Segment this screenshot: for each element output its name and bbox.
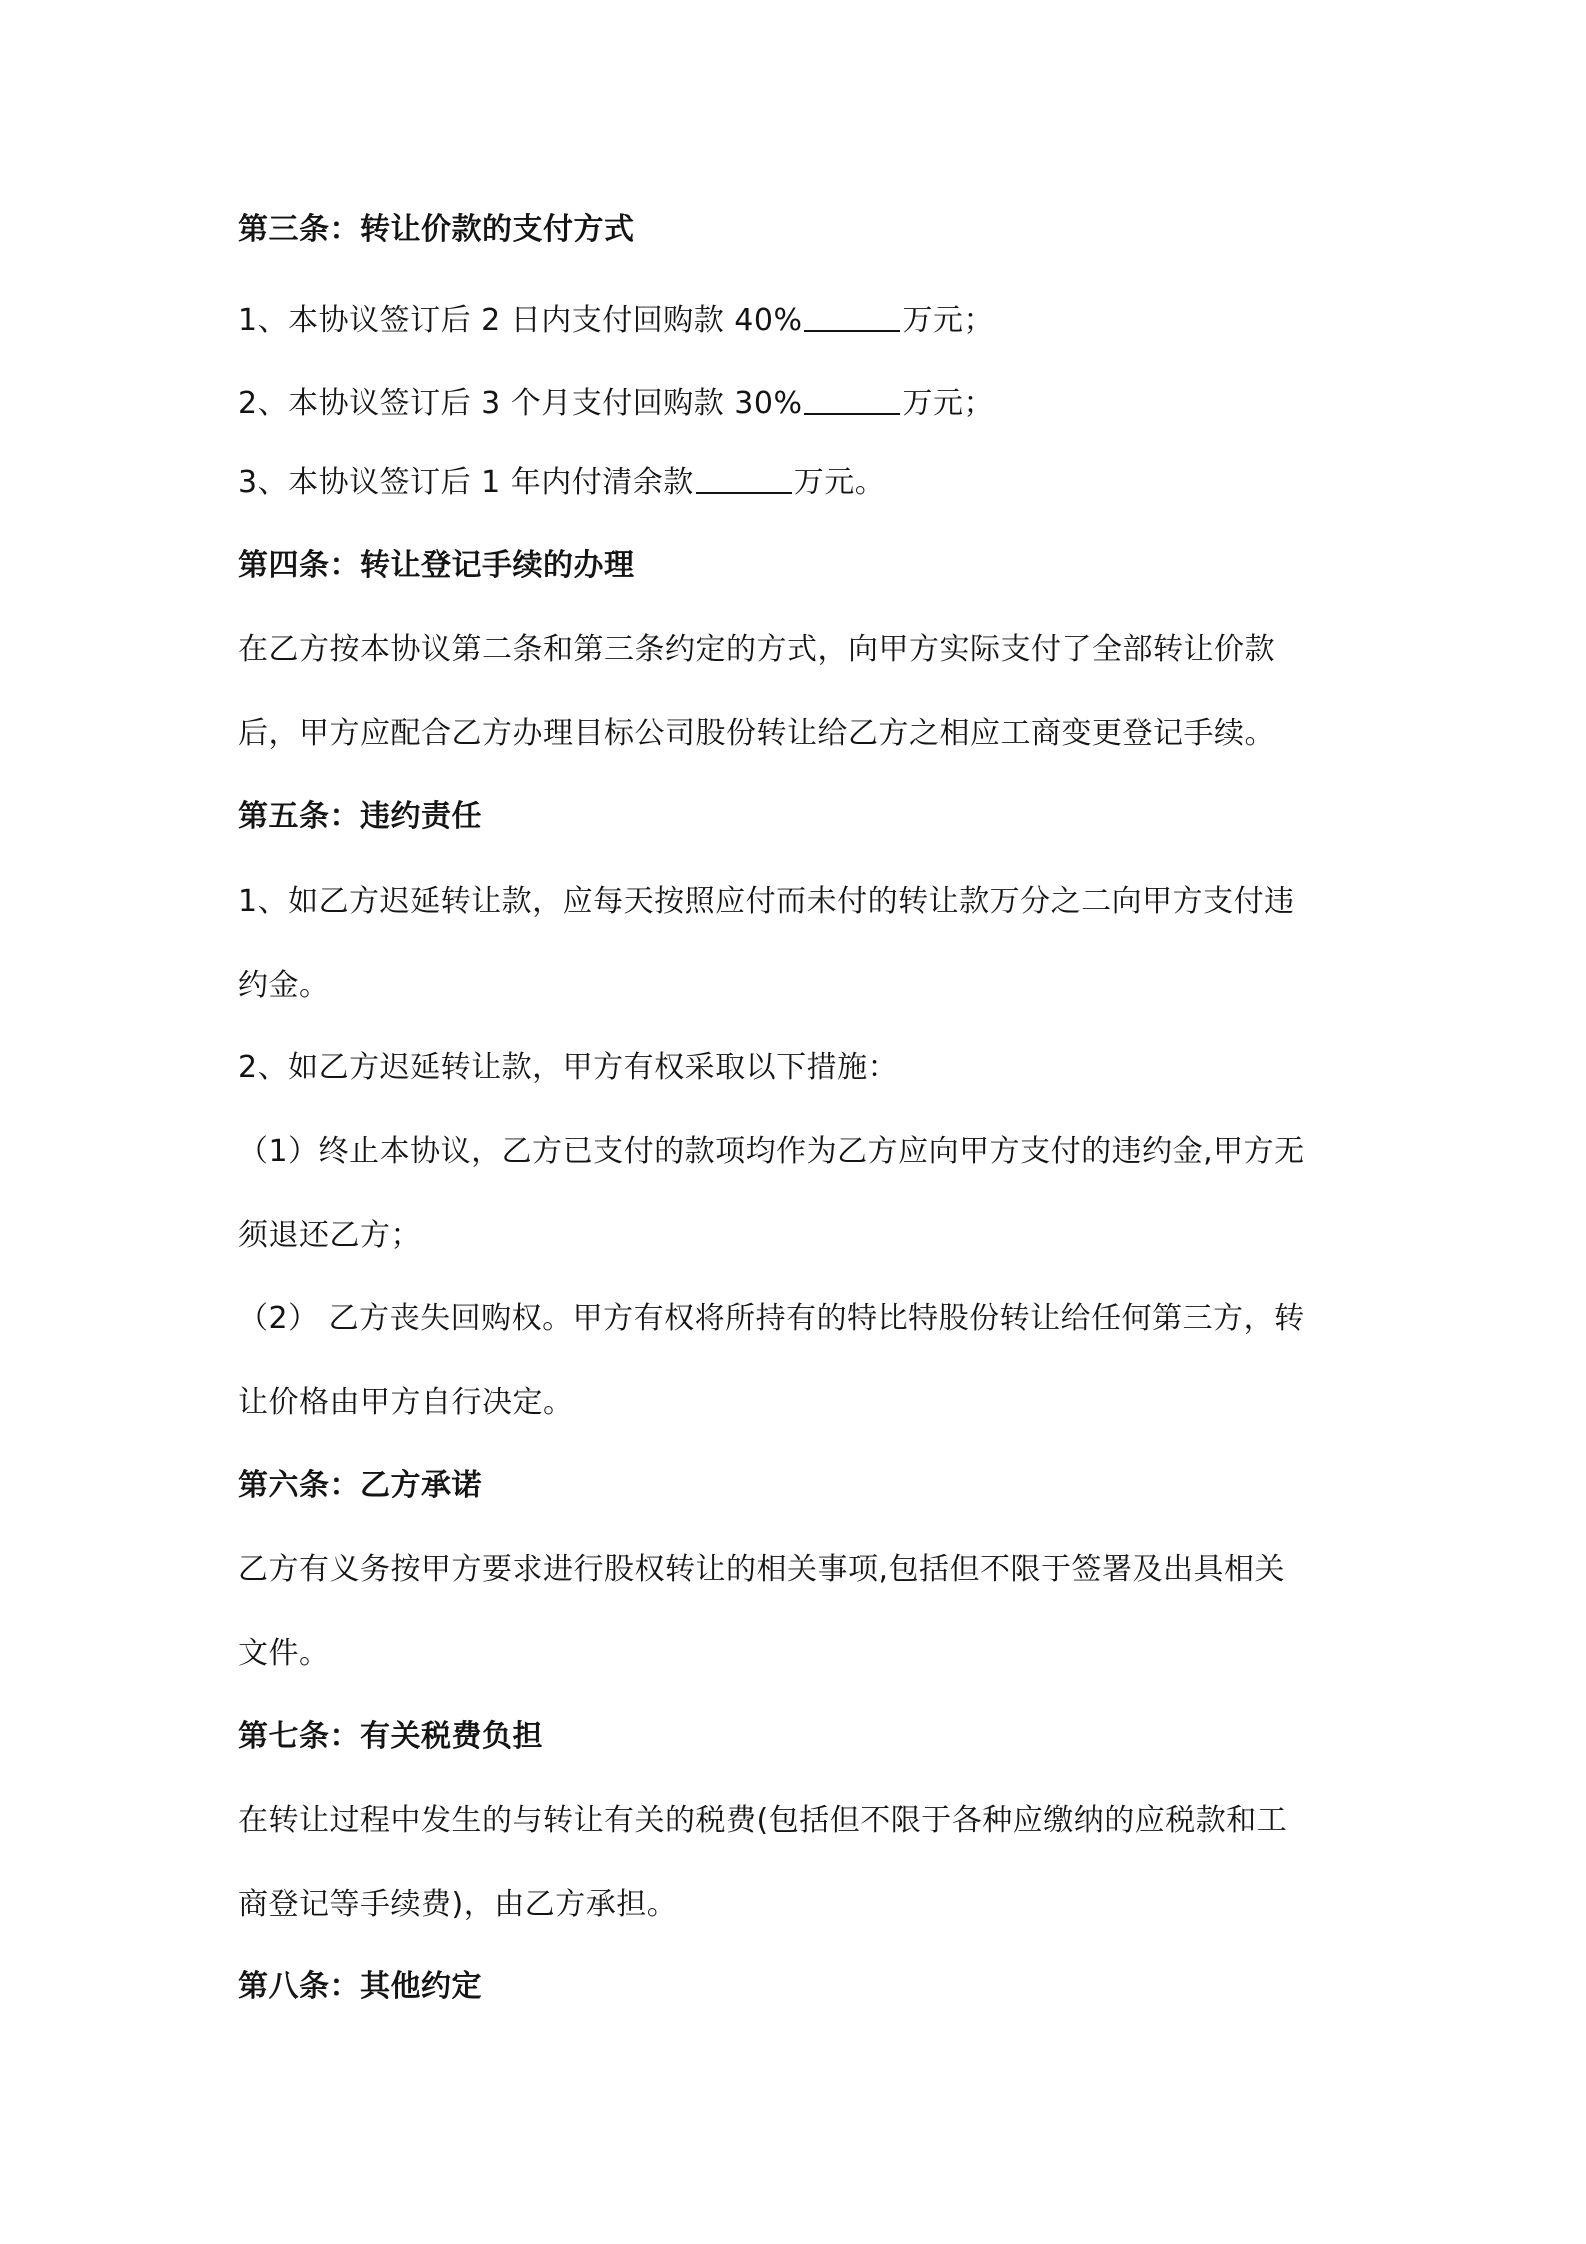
- article-5-item-1-line-2: 约金。: [238, 968, 330, 1003]
- amount-blank-1: [804, 300, 900, 332]
- article-3-item-2-unit: 万元；: [902, 386, 994, 421]
- article-4-body-line-1: 在乙方按本协议第二条和第三条约定的方式，向甲方实际支付了全部转让价款: [238, 632, 1275, 667]
- amount-blank-3: [696, 462, 792, 494]
- article-4-heading: 第四条：转让登记手续的办理: [238, 548, 635, 583]
- article-3-item-1-unit: 万元；: [902, 303, 994, 338]
- article-5-item-2: 2、如乙方迟延转让款，甲方有权采取以下措施：: [238, 1050, 899, 1085]
- article-3-item-3: [238, 462, 885, 503]
- article-3-item-3-text: 3、本协议签订后 1 年内付清余款: [238, 465, 694, 500]
- article-5-item-1-line-1: 1、如乙方迟延转让款，应每天按照应付而未付的转让款万分之二向甲方支付违: [238, 884, 1295, 919]
- article-5-sub-2-line-1: （2） 乙方丧失回购权。甲方有权将所持有的特比特股份转让给任何第三方，转: [238, 1301, 1305, 1336]
- article-3-heading: 第三条：转让价款的支付方式: [238, 212, 635, 247]
- amount-blank-2: [804, 383, 900, 415]
- article-6-heading: 第六条：乙方承诺: [238, 1468, 482, 1503]
- article-3-item-1-text: 1、本协议签订后 2 日内支付回购款 40%: [238, 303, 803, 338]
- article-8-heading: 第八条：其他约定: [238, 1969, 482, 2004]
- article-6-body-line-1: 乙方有义务按甲方要求进行股权转让的相关事项,包括但不限于签署及出具相关: [238, 1552, 1286, 1587]
- article-4-body-line-2: 后，甲方应配合乙方办理目标公司股份转让给乙方之相应工商变更登记手续。: [238, 716, 1275, 751]
- article-3-item-1: [238, 300, 994, 341]
- article-7-body-line-2: 商登记等手续费)，由乙方承担。: [238, 1887, 678, 1922]
- article-6-body-line-2: 文件。: [238, 1636, 330, 1671]
- article-5-sub-2-line-2: 让价格由甲方自行决定。: [238, 1385, 574, 1420]
- article-7-body-line-1: 在转让过程中发生的与转让有关的税费(包括但不限于各种应缴纳的应税款和工: [238, 1803, 1288, 1838]
- article-3-item-2-text: 2、本协议签订后 3 个月支付回购款 30%: [238, 386, 803, 421]
- article-5-sub-1-line-2: 须退还乙方；: [238, 1218, 421, 1253]
- article-5-sub-1-line-1: （1）终止本协议，乙方已支付的款项均作为乙方应向甲方支付的违约金,甲方无: [238, 1134, 1305, 1169]
- article-7-heading: 第七条：有关税费负担: [238, 1719, 543, 1754]
- article-3-item-2: [238, 383, 994, 424]
- article-3-item-3-unit: 万元。: [793, 465, 886, 500]
- article-5-heading: 第五条：违约责任: [238, 799, 482, 834]
